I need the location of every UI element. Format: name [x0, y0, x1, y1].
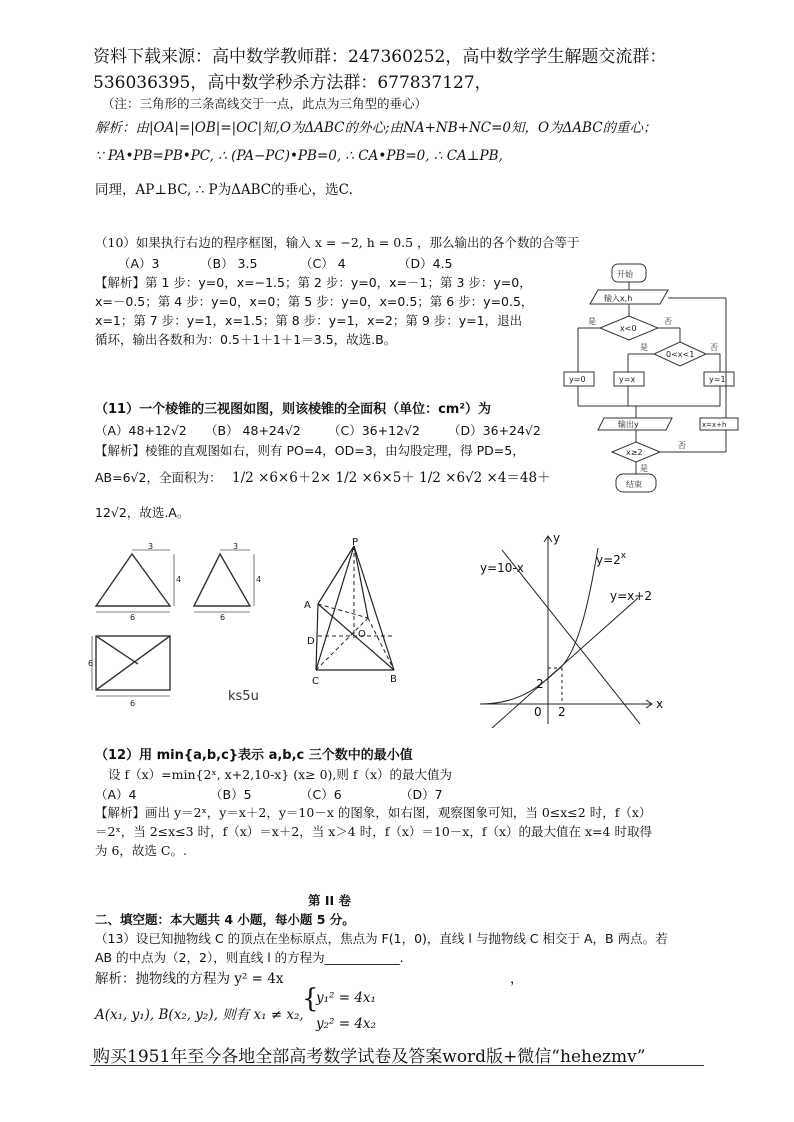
footer-rule [90, 1065, 704, 1066]
q11-option-c: （C）36+12√2 [328, 423, 420, 438]
q12-solution-2: ＝2ˣ，当 2≤x≤3 时，f（x）＝x＋2，当 x＞4 时，f（x）＝10－x，f（x）的最大值在 x=4 时取得 [95, 824, 652, 839]
q12-option-a: （A）4 [95, 787, 137, 802]
flowchart-input-label: 输入x,h [604, 294, 633, 303]
pyramid-figure [298, 536, 408, 686]
q12-stem: （12）用 min{a,b,c}表示 a,b,c 三个数中的最小值 [95, 748, 413, 763]
watermark-ks5u: ks5u [228, 689, 259, 704]
q12-option-b: （B）5 [210, 787, 252, 802]
flowchart-box-y1-label: y=1 [709, 375, 726, 384]
flowchart-end-label: 结束 [626, 480, 642, 489]
q10-solution-4: 循环，输出各数和为：0.5＋1＋1＋1＝3.5，故选.B。 [95, 332, 397, 347]
q11-area-formula: 1/2 ×6×6＋2× 1/2 ×6×5＋ 1/2 ×6√2 ×4＝48＋ [232, 470, 551, 486]
flowchart [560, 258, 740, 500]
q12-solution-1: 【解析】画出 y＝2ˣ，y＝x＋2，y＝10－x 的图象，如右图，观察图象可知，当 0≤x≤2 时，f（x） [95, 805, 652, 820]
q9-solution-line-3: 同理，AP⊥BC, ∴ P为ΔABC的垂心，选C. [95, 182, 353, 198]
header-line-2: 536036395，高中数学秒杀方法群：677837127， [93, 73, 492, 93]
origin-label: 0 [534, 705, 542, 719]
q10-option-d: （D）4.5 [398, 256, 453, 271]
label-y-10-minus-x: y=10-x [480, 561, 524, 575]
flowchart-cond2-label: 0<x<1 [666, 350, 695, 359]
header-line-1: 资料下载来源：高中数学教师群：247360252，高中数学学生解题交流群： [93, 47, 667, 67]
q13-solution-1: 解析：抛物线的方程为 y² = 4x [95, 971, 284, 987]
y-tick-2: 2 [536, 677, 544, 691]
part2-title: 第 II 卷 [308, 893, 352, 908]
flowchart-no-2: 否 [710, 343, 718, 352]
part2-section-heading: 二、填空题：本大题共 4 小题，每小题 5 分。 [95, 912, 355, 927]
footer-advert: 购买1951年至今各地全部高考数学试卷及答案word版+微信“hehezmv” [93, 1047, 646, 1067]
q13-stem-2: AB 的中点为（2，2），则直线 l 的方程为____________. [95, 950, 404, 965]
side-view-dim-6: 6 [220, 613, 226, 622]
q10-option-c: （C） 4 [300, 256, 346, 271]
q13-system-brace: { [302, 984, 319, 1014]
q12-solution-3: 为 6，故选 C。. [95, 843, 187, 858]
q10-solution-1: 【解析】第 1 步：y=0，x=−1.5；第 2 步：y=0，x=－1；第 3 步：y=0， [95, 275, 532, 290]
q10-solution-2: x=－0.5；第 4 步：y=0，x=0；第 5 步：y=0，x=0.5；第 6 步：y=0.5， [95, 294, 534, 309]
q11-option-a: （A）48+12√2 [95, 423, 187, 438]
q10-option-a: （A）3 [118, 256, 160, 271]
flowchart-output-label: 输出y [618, 420, 639, 429]
front-view-triangle [96, 554, 170, 606]
front-view-dim-4: 4 [176, 575, 182, 584]
side-view-triangle [194, 554, 250, 606]
q10-option-b: （B） 3.5 [200, 256, 258, 271]
flowchart-box-yx-label: y=x [619, 375, 636, 384]
pyramid-label-d: D [307, 636, 315, 647]
q13-comma: ， [510, 971, 524, 987]
flowchart-yes-2: 是 [640, 343, 648, 352]
q11-option-b: （B） 48+24√2 [205, 423, 301, 438]
q9-note: （注：三角形的三条高线交于一点，此点为三角型的垂心） [102, 96, 428, 111]
flowchart-cond3-label: x≥2 [626, 448, 643, 457]
flowchart-box-y0-label: y=0 [569, 375, 586, 384]
front-view-dim-6: 6 [130, 613, 136, 622]
front-view-dim-3: 3 [148, 542, 154, 551]
pyramid-label-a: A [304, 600, 311, 611]
q11-option-d: （D）36+24√2 [448, 423, 541, 438]
side-view-dim-4: 4 [256, 575, 262, 584]
flowchart-no-1: 否 [664, 317, 672, 326]
top-view-dim-6-bottom: 6 [130, 699, 136, 708]
q13-system-eq-2: y₂² = 4x₂ [316, 1016, 376, 1032]
q12-option-d: （D）7 [400, 787, 443, 802]
q10-solution-3: x=1；第 7 步：y=1，x=1.5；第 8 步：y=1，x=2；第 9 步：y=1，退出 [95, 313, 523, 328]
q12-definition: 设 f（x）=min{2ˣ, x+2,10-x} (x≥ 0),则 f（x）的最大值为 [108, 767, 453, 782]
q11-solution-1: 【解析】棱锥的直观图如右，则有 PO=4，OD=3，由勾股定理，得 PD=5， [95, 443, 525, 458]
three-views-figure [88, 540, 288, 720]
pyramid-label-p: P [352, 537, 359, 548]
flowchart-no-3: 否 [678, 441, 686, 450]
q11-stem: （11）一个棱锥的三视图如图，则该棱锥的全面积（单位：cm²）为 [95, 402, 492, 417]
function-graph [472, 528, 672, 728]
flowchart-start-label: 开始 [617, 270, 633, 279]
q13-stem-1: （13）设已知抛物线 C 的顶点在坐标原点，焦点为 F(1，0)，直线 l 与抛物线 C 相交于 A，B 两点。若 [95, 931, 668, 946]
flowchart-yes-1: 是 [588, 317, 596, 326]
x-tick-2: 2 [558, 705, 566, 719]
pyramid-label-c: C [312, 676, 319, 686]
y-axis-label: y [553, 531, 561, 545]
pyramid-label-o: O [358, 629, 366, 640]
q13-solution-2: A(x₁, y₁), B(x₂, y₂), 则有 x₁ ≠ x₂, [95, 1007, 304, 1023]
q11-solution-3: 12√2，故选.A。 [95, 505, 190, 520]
pyramid-label-b: B [390, 674, 397, 685]
q9-solution-line-2: ∵ PA•PB=PB•PC, ∴ (PA−PC)•PB=0, ∴ CA•PB=0, ∴ CA⊥PB, [95, 148, 503, 164]
side-view-dim-3: 3 [233, 542, 239, 551]
flowchart-update-label: x=x+h [702, 421, 727, 429]
x-axis-label: x [656, 697, 664, 711]
flowchart-yes-3: 是 [640, 464, 648, 473]
q9-solution-line-1: 解析：由|OA|=|OB|=|OC|知,O为ΔABC的外心;由NA+NB+NC=0知，O为ΔABC的重心； [95, 120, 657, 136]
line-y-10-minus-x [502, 550, 640, 724]
top-view-dim-6-left: 6 [88, 659, 94, 668]
label-y-2-pow-x: $y=2^x$ [596, 551, 627, 567]
flowchart-cond1-label: x<0 [620, 324, 637, 333]
label-y-x-plus-2: y=x+2 [610, 589, 652, 603]
q10-stem: （10）如果执行右边的程序框图，输入 x = −2, h = 0.5 ，那么输出的各个数的合等于 [95, 235, 580, 250]
q11-solution-2: AB=6√2，全面积为： [95, 470, 222, 485]
q12-option-c: （C）6 [300, 787, 342, 802]
q13-system-eq-1: y₁² = 4x₁ [316, 990, 376, 1006]
